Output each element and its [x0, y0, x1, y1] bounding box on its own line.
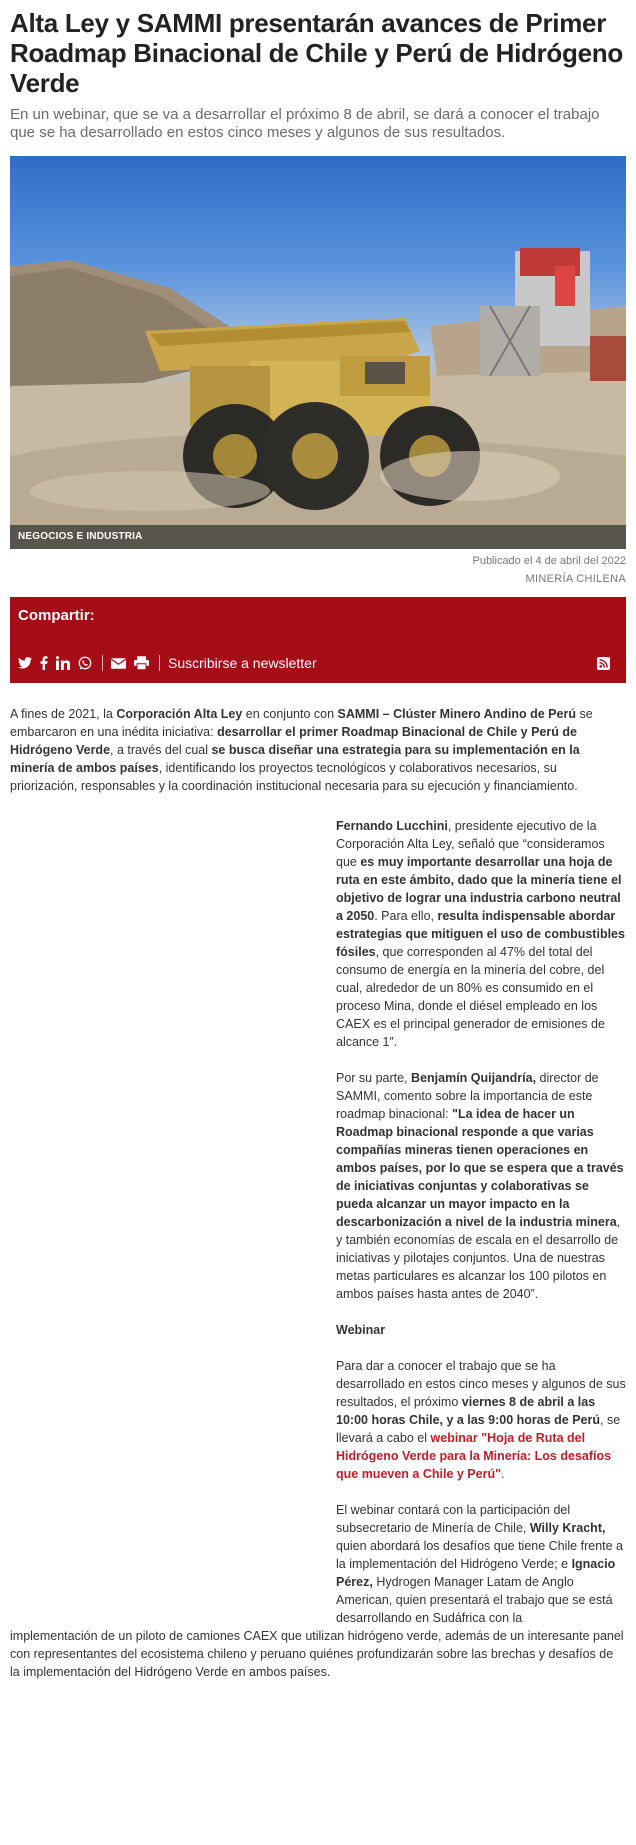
p4-bold-2: Ignacio Pérez,	[336, 1557, 616, 1589]
intro-bold-1: Corporación Alta Ley	[116, 707, 243, 721]
share-toolbar	[18, 653, 618, 673]
p3-text-2: , se llevará a cabo el	[336, 1413, 621, 1445]
article-subtitle: En un webinar, que se va a desarrollar el próximo 8 de abril, se dará a conocer el trabajo que se ha desarrollado en estos cinco meses y algunos de sus resultados.	[10, 106, 600, 141]
intro-paragraph	[10, 705, 626, 795]
p1-bold-3: resulta indispensable abordar estrategias que mitiguen el uso de combustibles fósiles	[336, 909, 625, 959]
mining-truck-illustration	[10, 156, 626, 549]
p1-text-3: , que corresponden al 47% del total del consumo de energía en la minería del cobre, del cual, alrededor de un 80% es consumido en el proceso Mina, donde el diésel empleado en los CAEX es el principal generador de emisiones de alcance 1”.	[336, 945, 605, 1049]
facebook-icon[interactable]	[40, 656, 48, 670]
share-divider-2	[159, 655, 160, 671]
print-icon[interactable]	[134, 656, 149, 670]
newsletter-link[interactable]: Suscribirse a newsletter	[168, 655, 317, 671]
intro-text-4: , a través del cual	[110, 743, 212, 757]
p2-text-2: director de SAMMI, comento sobre la importancia de este roadmap binacional:	[336, 1071, 599, 1121]
intro-text-1: A fines de 2021, la	[10, 707, 117, 721]
paragraph-webinar	[336, 1357, 626, 1483]
webinar-heading: Webinar	[336, 1323, 386, 1337]
linkedin-icon[interactable]	[56, 656, 70, 670]
p3-text-1: Para dar a conocer el trabajo que se ha desarrollado en estos cinco meses y algunos de sus resultados, el próximo	[336, 1359, 626, 1409]
p4-text-1: El webinar contará con la participación del subsecretario de Minería de Chile,	[336, 1503, 571, 1535]
intro-text-2: en conjunto con	[242, 707, 338, 721]
p2-text-3: , y también economías de escala en el desarrollo de iniciativas y pilotajes conjuntos. Una de nuestras metas particulares es alcanzar los 100 pilotos en ambos países hasta antes de 2040”.	[336, 1215, 621, 1301]
source-label[interactable]: MINERÍA CHILENA	[525, 573, 626, 585]
twitter-icon[interactable]	[18, 657, 32, 669]
paragraph-quijandria	[336, 1069, 626, 1303]
intro-bold-3: desarrollar el primer Roadmap Binacional de Chile y Perú de Hidrógeno Verde	[10, 725, 577, 757]
article-title: Alta Ley y SAMMI presentarán avances de Primer Roadmap Binacional de Chile y Perú de Hidrógeno Verde	[10, 8, 623, 98]
intro-text-5: , identificando los proyectos tecnológicos y colaborativos necesarios, su priorización, responsables y la coordinación institucional necesaria para su ejecución y financiamiento.	[10, 761, 578, 793]
paragraph-participants	[336, 1501, 626, 1627]
email-icon[interactable]	[111, 658, 126, 669]
p2-bold-2: "La idea de hacer un Roadmap binacional responde a que varias compañías mineras tienen operaciones en ambos países, por lo que se espera que a través de iniciativas conjuntas y colaborativas se pueda alcanzar un mayor impacto en la descarbonización a nivel de la industria minera	[336, 1107, 624, 1229]
intro-bold-2: SAMMI – Clúster Minero Andino de Perú	[337, 707, 576, 721]
p4-text-3: Hydrogen Manager Latam de Anglo American, quien presentará el trabajo que se está desarrollando en Sudáfrica con la	[336, 1575, 613, 1625]
p1-bold-1: Fernando Lucchini	[336, 819, 448, 833]
p2-bold-1: Benjamín Quijandría,	[411, 1071, 537, 1085]
share-divider	[102, 655, 103, 671]
share-box	[10, 597, 626, 683]
paragraph-participants-continued: implementación de un piloto de camiones CAEX que utilizan hidrógeno verde, además de un interesante panel con representantes del ecosistema chileno y peruano quiénes profundizarán sobre las brechas y desafíos de la implementación del Hidrógeno Verde en ambos países.	[10, 1629, 624, 1679]
paragraph-lucchini	[336, 817, 626, 1051]
publish-date: Publicado el 4 de abril del 2022	[472, 555, 626, 567]
webinar-link[interactable]: webinar "Hoja de Ruta del Hidrógeno Verde para la Minería: Los desafíos que mueven a Chile y Perú"	[336, 1431, 612, 1481]
article-column	[336, 817, 626, 1627]
intro-bold-4: se busca diseñar una estrategia para su implementación en la minería de ambos países	[10, 743, 580, 775]
hero-image	[10, 156, 626, 549]
intro-text-3: se embarcaron en una inédita iniciativa:	[10, 707, 593, 739]
image-category-label: NEGOCIOS E INDUSTRIA	[10, 525, 626, 549]
p4-bold-1: Willy Kracht,	[529, 1521, 606, 1535]
p2-text-1: Por su parte,	[336, 1071, 412, 1085]
share-title: Compartir:	[18, 607, 95, 624]
p1-bold-2: es muy importante desarrollar una hoja de ruta en este ámbito, dado que la minería tiene el objetivo de lograr una industria carbono neutral a 2050	[336, 855, 622, 923]
p4-text-2: quien abordará los desafíos que tiene Chile frente a la implementación del Hidrógeno Verde; e	[336, 1539, 623, 1571]
p3-bold-1: viernes 8 de abril a las 10:00 horas Chile, y a las 9:00 horas de Perú	[336, 1395, 601, 1427]
rss-icon[interactable]	[597, 657, 610, 670]
p1-text-1: , presidente ejecutivo de la Corporación Alta Ley, señaló que “consideramos que	[336, 819, 605, 869]
p1-text-2: . Para ello,	[374, 909, 438, 923]
whatsapp-icon[interactable]	[78, 656, 92, 670]
p3-text-3: .	[501, 1467, 505, 1481]
